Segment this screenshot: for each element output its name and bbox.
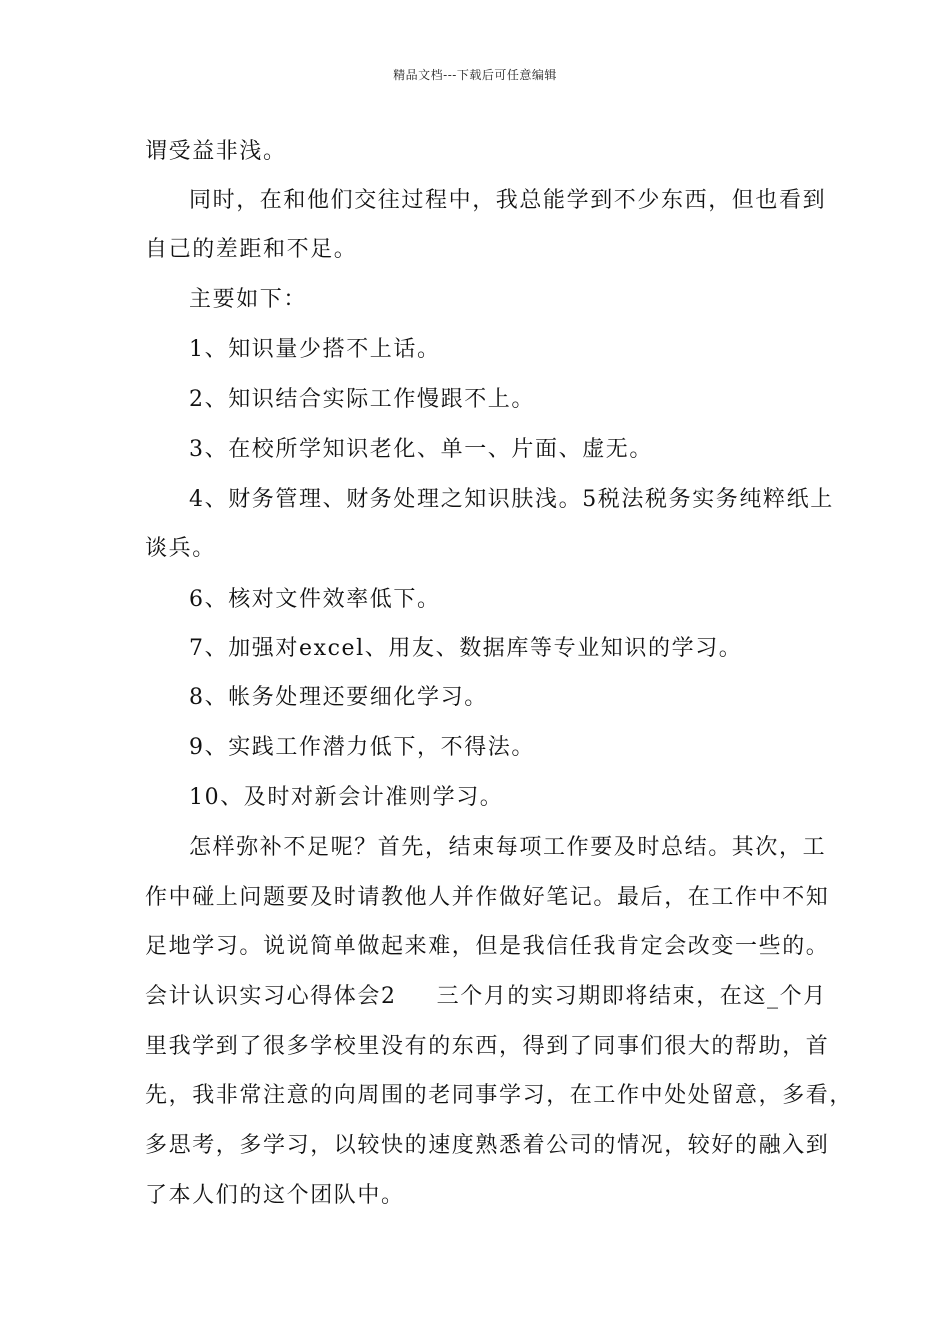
body-line: 同时，在和他们交往过程中，我总能学到不少东西，但也看到 (189, 188, 827, 213)
body-line: 多思考，多学习，以较快的速度熟悉着公司的情况，较好的融入到 (145, 1133, 830, 1158)
list-item: 10、及时对新会计准则学习。 (189, 785, 504, 810)
list-item: 9、实践工作潜力低下，不得法。 (189, 735, 535, 760)
body-line: 谓受益非浅。 (145, 139, 287, 164)
list-item: 3、在校所学知识老化、单一、片面、虚无。 (189, 437, 653, 462)
body-line: 自己的差距和不足。 (145, 237, 358, 262)
body-line: 怎样弥补不足呢？首先，结束每项工作要及时总结。其次，工 (189, 835, 827, 860)
list-item: 6、核对文件效率低下。 (189, 587, 441, 612)
section-line (145, 983, 827, 1011)
list-item: 7、加强对excel、用友、数据库等专业知识的学习。 (189, 636, 743, 661)
body-line: 谈兵。 (145, 536, 216, 561)
list-item: 1、知识量少搭不上话。 (189, 337, 441, 362)
section-text: 三个月的实习期即将结束，在这_个月 (436, 984, 827, 1009)
page-header: 精品文档---下载后可任意编辑 (393, 68, 557, 82)
body-line: 先，我非常注意的向周围的老同事学习，在工作中处处留意，多看， (145, 1083, 854, 1108)
body-line: 足地学习。说说简单做起来难，但是我信任我肯定会改变一些的。 (145, 934, 830, 959)
body-line: 主要如下： (189, 287, 308, 312)
section-title: 会计认识实习心得体会2 (145, 984, 397, 1009)
list-item: 8、帐务处理还要细化学习。 (189, 685, 488, 710)
list-item: 2、知识结合实际工作慢跟不上。 (189, 387, 535, 412)
body-line: 里我学到了很多学校里没有的东西，得到了同事们很大的帮助，首 (145, 1034, 830, 1059)
body-line: 作中碰上问题要及时请教他人并作做好笔记。最后，在工作中不知 (145, 885, 830, 910)
list-item: 4、财务管理、财务处理之知识肤浅。5税法税务实务纯粹纸上 (189, 487, 834, 512)
body-line: 了本人们的这个团队中。 (145, 1183, 405, 1208)
